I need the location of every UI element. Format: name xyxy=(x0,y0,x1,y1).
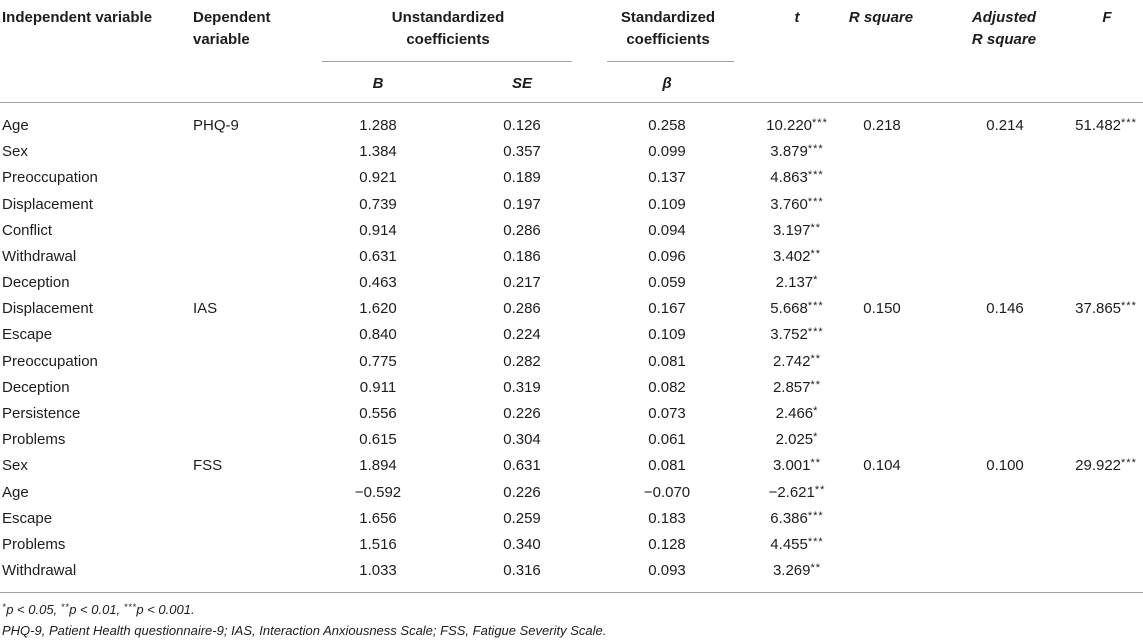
se-cell xyxy=(503,558,541,584)
t-cell xyxy=(773,375,821,401)
se-cell xyxy=(503,453,541,479)
footnote-stars: ** xyxy=(60,602,70,613)
footnote-stars: * xyxy=(2,602,7,613)
r-square-cell xyxy=(863,453,901,479)
table-row xyxy=(0,192,1143,218)
cell-value: 3.001 xyxy=(772,457,811,475)
significance-stars: *** xyxy=(807,300,824,313)
cell-value: 0.319 xyxy=(503,378,541,396)
se-cell xyxy=(503,113,541,139)
cell-value: Escape xyxy=(2,509,53,527)
header-rule xyxy=(0,102,1143,103)
r-square-cell xyxy=(863,296,901,322)
significance-stars: * xyxy=(813,274,819,287)
b-cell xyxy=(359,218,397,244)
cell-value: 0.100 xyxy=(986,457,1024,475)
se-cell xyxy=(503,401,541,427)
header-standardized-coefficients: Standardized coefficients xyxy=(620,9,716,48)
b-cell xyxy=(359,453,397,479)
cell-value: 0.189 xyxy=(503,169,541,187)
footnote-threshold: p < 0.01, xyxy=(69,602,121,617)
b-cell xyxy=(359,113,397,139)
se-cell xyxy=(503,218,541,244)
table-row xyxy=(0,244,1143,270)
dependent-variable-cell xyxy=(193,113,239,139)
significance-stars: ** xyxy=(810,221,822,234)
cell-value: 0.214 xyxy=(986,117,1024,134)
cell-value: 0.186 xyxy=(503,247,541,265)
beta-cell xyxy=(644,480,690,506)
f-cell xyxy=(1075,453,1137,479)
cell-value: 10.220 xyxy=(766,117,813,134)
beta-cell xyxy=(648,165,686,191)
cell-value: 1.033 xyxy=(359,562,397,580)
spanner-rule-standardized xyxy=(607,61,734,62)
independent-variable-cell xyxy=(2,296,93,322)
cell-value: 0.224 xyxy=(503,326,541,344)
cell-value: 0.109 xyxy=(648,195,686,213)
se-cell xyxy=(503,296,541,322)
cell-value: 1.288 xyxy=(359,117,397,134)
cell-value: Age xyxy=(2,483,29,501)
footnote-threshold: p < 0.05, xyxy=(6,602,58,617)
cell-value: 0.226 xyxy=(503,483,541,501)
table-row xyxy=(0,427,1143,453)
cell-value: Sex xyxy=(2,143,28,161)
cell-value: 0.096 xyxy=(648,247,686,265)
independent-variable-cell xyxy=(2,322,52,348)
significance-stars: *** xyxy=(807,326,824,339)
beta-cell xyxy=(648,506,686,532)
cell-value: 4.863 xyxy=(770,169,808,187)
se-cell xyxy=(503,506,541,532)
independent-variable-cell xyxy=(2,139,28,165)
cell-value: 0.286 xyxy=(503,300,541,318)
b-cell xyxy=(355,480,401,506)
b-cell xyxy=(359,349,397,375)
cell-value: 0.286 xyxy=(503,221,541,239)
cell-value: 0.137 xyxy=(648,169,686,187)
cell-value: 0.104 xyxy=(863,457,901,475)
dependent-variable-cell xyxy=(193,453,222,479)
significance-stars: ** xyxy=(810,378,822,391)
cell-value: 0.109 xyxy=(648,326,686,344)
cell-value: 0.081 xyxy=(648,352,686,370)
beta-cell xyxy=(648,401,686,427)
cell-value: 0.615 xyxy=(359,431,397,449)
cell-value: 1.384 xyxy=(359,143,397,161)
significance-footnote xyxy=(2,600,195,620)
cell-value: 0.463 xyxy=(359,274,397,292)
table-row xyxy=(0,480,1143,506)
cell-value: 0.258 xyxy=(648,117,686,134)
independent-variable-cell xyxy=(2,349,98,375)
significance-stars: ** xyxy=(814,483,826,496)
cell-value: 0.914 xyxy=(359,221,397,239)
cell-value: Escape xyxy=(2,326,53,344)
cell-value: 0.739 xyxy=(359,195,397,213)
independent-variable-cell xyxy=(2,506,52,532)
significance-stars: * xyxy=(813,404,819,417)
cell-value: Persistence xyxy=(2,404,81,422)
beta-cell xyxy=(648,296,686,322)
adjusted-r-square-cell xyxy=(986,113,1024,139)
cell-value: 0.840 xyxy=(359,326,397,344)
cell-value: 2.025 xyxy=(775,431,814,449)
t-cell xyxy=(773,349,821,375)
cell-value: 0.304 xyxy=(503,431,541,449)
se-cell xyxy=(503,349,541,375)
t-cell xyxy=(770,322,823,348)
significance-stars: *** xyxy=(1121,457,1137,470)
cell-value: 1.516 xyxy=(359,535,397,553)
independent-variable-cell xyxy=(2,401,80,427)
cell-value: 0.183 xyxy=(648,509,686,527)
cell-value: 0.259 xyxy=(503,509,541,527)
t-cell xyxy=(770,532,823,558)
cell-value: 3.269 xyxy=(772,562,811,580)
cell-value: 0.150 xyxy=(863,300,901,318)
cell-value: 0.631 xyxy=(503,457,541,475)
cell-value: 0.126 xyxy=(503,117,541,134)
significance-stars: ** xyxy=(810,352,822,365)
b-cell xyxy=(360,375,396,401)
cell-value: 0.093 xyxy=(648,562,686,580)
header-adjusted-r-square: Adjusted R square xyxy=(971,9,1037,48)
cell-value: 37.865 xyxy=(1075,300,1122,318)
dependent-variable-cell xyxy=(193,296,217,322)
cell-value: Problems xyxy=(2,431,66,449)
beta-cell xyxy=(648,322,686,348)
cell-value: 0.340 xyxy=(503,535,541,553)
cell-value: Deception xyxy=(2,378,70,396)
spanner-rule-unstandardized xyxy=(322,61,572,62)
cell-value: Preoccupation xyxy=(2,169,98,187)
b-cell xyxy=(359,244,397,270)
cell-value: 1.894 xyxy=(359,457,397,475)
independent-variable-cell xyxy=(2,558,76,584)
beta-cell xyxy=(648,270,686,296)
cell-value: 3.752 xyxy=(770,326,808,344)
r-square-cell xyxy=(863,113,901,139)
b-cell xyxy=(359,192,397,218)
significance-stars: *** xyxy=(812,117,828,129)
independent-variable-cell xyxy=(2,192,93,218)
cell-value: Withdrawal xyxy=(2,247,77,265)
f-cell xyxy=(1075,113,1137,139)
header-t: t xyxy=(794,9,800,26)
cell-value: 0.316 xyxy=(503,562,541,580)
cell-value: IAS xyxy=(193,300,218,318)
t-cell xyxy=(776,427,819,453)
se-cell xyxy=(503,375,541,401)
beta-cell xyxy=(648,558,686,584)
table-row xyxy=(0,322,1143,348)
cell-value: 0.226 xyxy=(503,404,541,422)
adjusted-r-square-cell xyxy=(986,296,1024,322)
cell-value: 0.167 xyxy=(648,300,686,318)
cell-value: 2.857 xyxy=(772,378,811,396)
cell-value: 0.631 xyxy=(359,247,397,265)
cell-value: −0.592 xyxy=(354,483,402,501)
cell-value: 0.094 xyxy=(648,221,686,239)
independent-variable-cell xyxy=(2,453,28,479)
cell-value: Age xyxy=(2,117,29,134)
cell-value: 3.879 xyxy=(770,143,808,161)
cell-value: 3.402 xyxy=(772,247,811,265)
independent-variable-cell xyxy=(2,427,65,453)
table-row xyxy=(0,165,1143,191)
footnote-threshold: p < 0.001. xyxy=(136,602,195,617)
t-cell xyxy=(773,453,821,479)
table-row xyxy=(0,139,1143,165)
beta-cell xyxy=(648,532,686,558)
cell-value: 3.760 xyxy=(770,195,808,213)
cell-value: 0.218 xyxy=(863,117,901,134)
cell-value: 0.099 xyxy=(648,143,686,161)
independent-variable-cell xyxy=(2,532,65,558)
b-cell xyxy=(359,427,397,453)
significance-stars: *** xyxy=(1121,300,1137,313)
cell-value: 0.921 xyxy=(359,169,397,187)
t-cell xyxy=(769,480,826,506)
significance-stars: *** xyxy=(807,509,824,522)
table-row xyxy=(0,218,1143,244)
cell-value: 0.217 xyxy=(503,274,541,292)
independent-variable-cell xyxy=(2,375,70,401)
cell-value: −2.621 xyxy=(768,483,815,501)
t-cell xyxy=(770,192,823,218)
table-row xyxy=(0,506,1143,532)
t-cell xyxy=(770,296,823,322)
se-cell xyxy=(503,427,541,453)
cell-value: 0.197 xyxy=(503,195,541,213)
significance-stars: * xyxy=(813,431,819,444)
cell-value: 0.128 xyxy=(648,535,686,553)
table-row xyxy=(0,532,1143,558)
f-cell xyxy=(1075,296,1137,322)
se-cell xyxy=(503,244,541,270)
b-cell xyxy=(359,322,397,348)
cell-value: 29.922 xyxy=(1075,457,1122,475)
se-cell xyxy=(503,270,541,296)
b-cell xyxy=(359,165,397,191)
table-row xyxy=(0,375,1143,401)
beta-cell xyxy=(648,427,686,453)
abbreviations-footnote: PHQ-9, Patient Health questionnaire-9; IAS, Interaction Anxiousness Scale; FSS, Fatigue Severity Scale. xyxy=(2,623,607,638)
cell-value: Conflict xyxy=(2,221,53,239)
beta-cell xyxy=(648,113,686,139)
cell-value: FSS xyxy=(193,457,223,475)
significance-stars: *** xyxy=(1121,117,1137,129)
cell-value: 0.059 xyxy=(648,274,686,292)
cell-value: Displacement xyxy=(2,300,93,318)
beta-cell xyxy=(648,453,686,479)
t-cell xyxy=(773,558,821,584)
cell-value: Displacement xyxy=(2,195,93,213)
t-cell xyxy=(776,401,819,427)
cell-value: 6.386 xyxy=(770,509,808,527)
cell-value: 2.742 xyxy=(772,352,811,370)
table-row xyxy=(0,113,1143,139)
cell-value: 4.455 xyxy=(770,535,808,553)
table-bottom-rule xyxy=(0,592,1143,593)
se-cell xyxy=(503,480,541,506)
independent-variable-cell xyxy=(2,165,98,191)
independent-variable-cell xyxy=(2,244,76,270)
cell-value: Problems xyxy=(2,535,66,553)
header-se: SE xyxy=(511,75,533,92)
significance-stars: *** xyxy=(807,169,824,182)
table-row xyxy=(0,349,1143,375)
b-cell xyxy=(359,558,397,584)
significance-stars: *** xyxy=(807,195,824,208)
cell-value: 0.073 xyxy=(648,404,686,422)
significance-stars: *** xyxy=(807,535,824,548)
cell-value: 0.081 xyxy=(648,457,686,475)
cell-value: PHQ-9 xyxy=(193,117,239,134)
beta-cell xyxy=(648,375,686,401)
footnote-stars: *** xyxy=(123,602,137,613)
cell-value: 0.911 xyxy=(359,378,397,396)
t-cell xyxy=(776,270,819,296)
significance-stars: *** xyxy=(807,143,824,156)
header-beta: β xyxy=(662,75,672,92)
cell-value: Deception xyxy=(2,274,70,292)
table-row xyxy=(0,453,1143,479)
cell-value: 0.282 xyxy=(503,352,541,370)
cell-value: 2.137 xyxy=(775,274,814,292)
t-cell xyxy=(770,139,823,165)
se-cell xyxy=(503,532,541,558)
table-row xyxy=(0,401,1143,427)
header-f: F xyxy=(1102,9,1112,26)
se-cell xyxy=(503,165,541,191)
header-b: B xyxy=(372,75,384,92)
cell-value: 0.082 xyxy=(648,378,686,396)
independent-variable-cell xyxy=(2,270,70,296)
significance-stars: ** xyxy=(810,562,822,575)
cell-value: 1.620 xyxy=(359,300,397,318)
b-cell xyxy=(359,296,397,322)
beta-cell xyxy=(648,218,686,244)
independent-variable-cell xyxy=(2,113,29,139)
beta-cell xyxy=(648,139,686,165)
cell-value: 0.146 xyxy=(986,300,1024,318)
table-row xyxy=(0,270,1143,296)
se-cell xyxy=(503,192,541,218)
t-cell xyxy=(773,244,821,270)
b-cell xyxy=(359,532,397,558)
significance-stars: ** xyxy=(810,247,822,260)
table-row xyxy=(0,558,1143,584)
header-r-square: R square xyxy=(848,9,914,26)
cell-value: Preoccupation xyxy=(2,352,98,370)
cell-value: 0.556 xyxy=(359,404,397,422)
independent-variable-cell xyxy=(2,218,52,244)
cell-value: 51.482 xyxy=(1075,117,1122,134)
independent-variable-cell xyxy=(2,480,29,506)
b-cell xyxy=(359,270,397,296)
significance-stars: ** xyxy=(810,457,822,470)
header-dependent-variable: Dependent variable xyxy=(193,9,271,48)
cell-value: Withdrawal xyxy=(2,562,77,580)
beta-cell xyxy=(648,192,686,218)
adjusted-r-square-cell xyxy=(986,453,1024,479)
cell-value: 0.357 xyxy=(503,143,541,161)
se-cell xyxy=(503,139,541,165)
cell-value: 3.197 xyxy=(772,221,811,239)
t-cell xyxy=(770,165,823,191)
b-cell xyxy=(359,401,397,427)
cell-value: Sex xyxy=(2,457,28,475)
se-cell xyxy=(503,322,541,348)
cell-value: 0.061 xyxy=(648,431,686,449)
cell-value: −0.070 xyxy=(643,483,691,501)
table-row xyxy=(0,296,1143,322)
beta-cell xyxy=(648,244,686,270)
b-cell xyxy=(359,139,397,165)
t-cell xyxy=(770,506,823,532)
cell-value: 0.775 xyxy=(359,352,397,370)
cell-value: 1.656 xyxy=(359,509,397,527)
t-cell xyxy=(773,218,821,244)
b-cell xyxy=(359,506,397,532)
beta-cell xyxy=(648,349,686,375)
cell-value: 5.668 xyxy=(770,300,808,318)
cell-value: 2.466 xyxy=(775,404,814,422)
header-independent-variable: Independent variable xyxy=(2,9,153,26)
header-unstandardized-coefficients: Unstandardized coefficients xyxy=(391,9,505,48)
t-cell xyxy=(766,113,828,139)
